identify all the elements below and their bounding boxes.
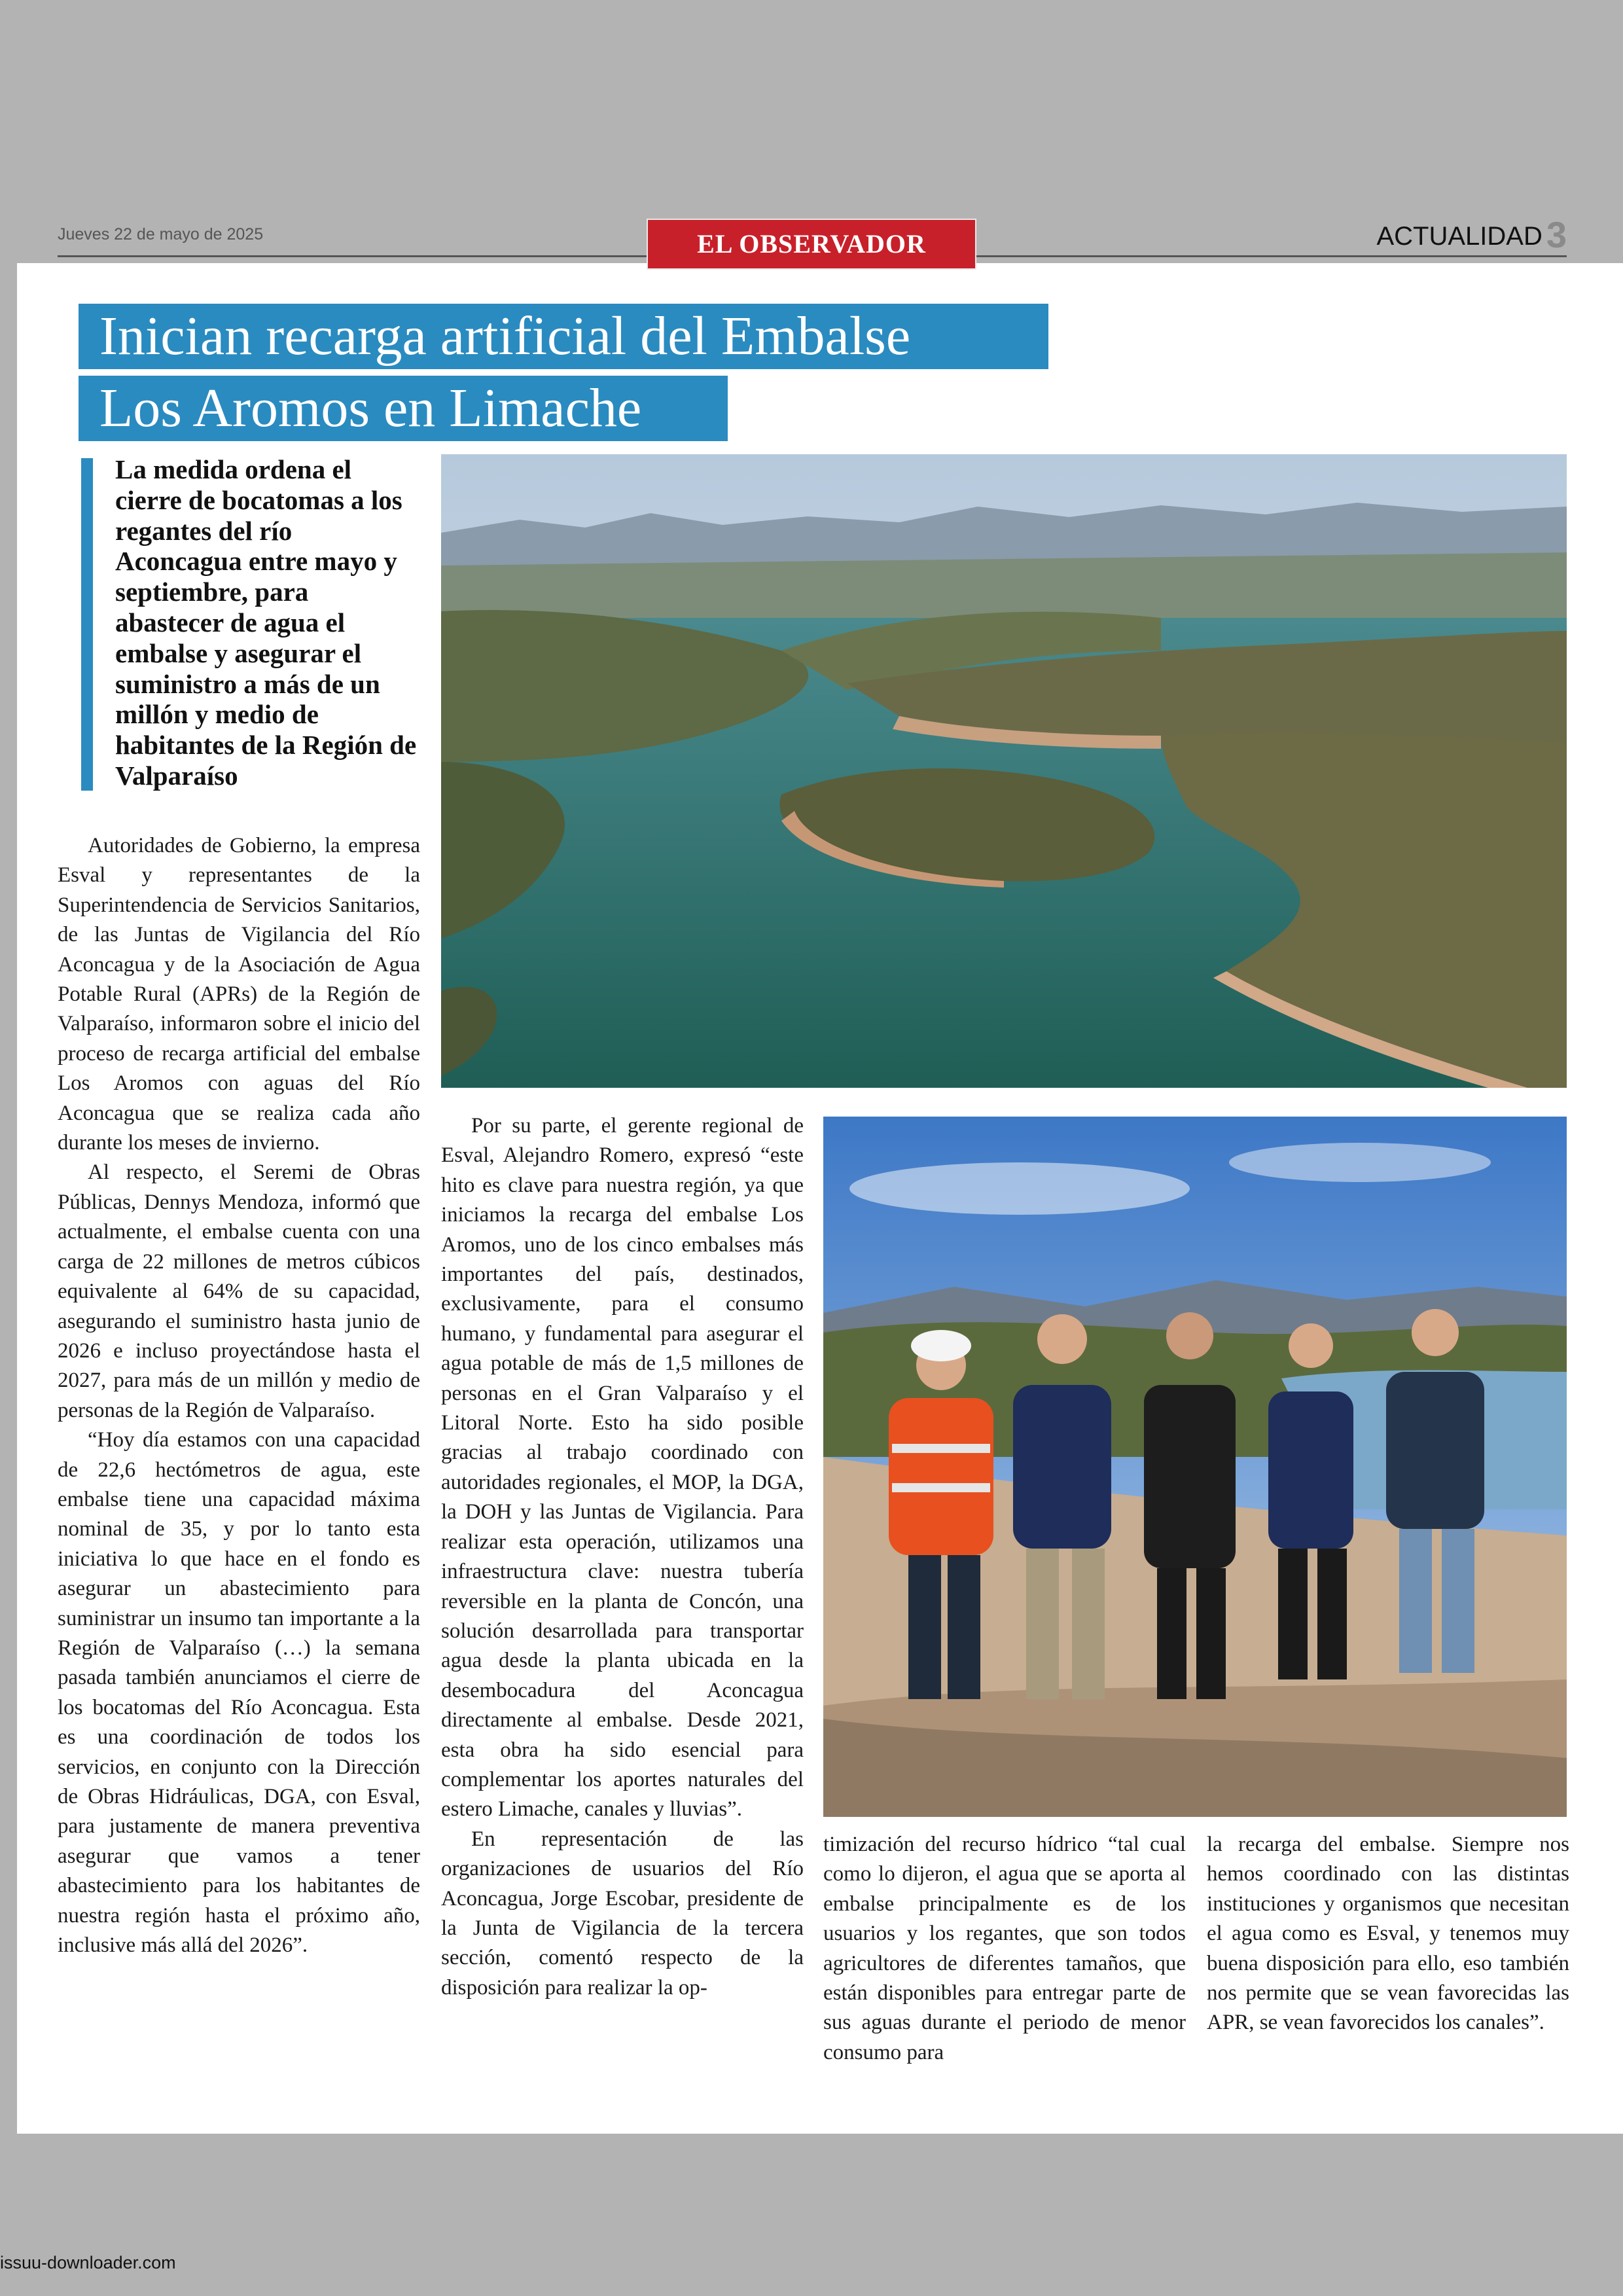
source-watermark: issuu-downloader.com (0, 2253, 176, 2272)
paragraph: Por su parte, el gerente regional de Esval, Alejandro Romero, expresó “este hito es clave para nuestra región, ya que iniciamos la recarga del embalse Los Aromos, uno de los cinco embalses más importantes del país, destinados, exclusivamente, para el consumo humano, y fundamental para asegurar el agua potable de más de 1,5 millones de personas en el Gran Valparaíso y el Litoral Norte. Esto ha sido posible gracias al trabajo coordinado con autoridades regionales, el MOP, la DGA, la DOH y las Juntas de Vigilancia. Para realizar esta operación, utilizamos una infraestructura clave: nuestra tubería reversible en la planta de Concón, una solución desarrollada para transportar agua desde la planta ubicada en la desembocadura del Aconcagua directamente al embalse. Desde 2021, esta obra ha sido esencial para complementar los aportes naturales del estero Limache, canales y lluvias”. (441, 1114, 804, 1821)
section-label (1376, 213, 1567, 256)
article-column-4 (1207, 1830, 1569, 2038)
paragraph: Autoridades de Gobierno, la empresa Esval y representantes de la Superintendencia de Servicios Sanitarios, de las Juntas de Vigilancia del Río Aconcagua y de la Asociación de Agua Potable Rural (APRs) de la Región de Valparaíso, informaron sobre el inicio del proceso de recarga artificial del embalse Los Aromos con aguas del Río Aconcagua que se realiza cada año durante los meses de invierno. (58, 834, 420, 1155)
officials-group-photo (823, 1117, 1567, 1817)
section-name: ACTUALIDAD (1376, 222, 1543, 251)
article-column-1 (58, 831, 420, 1960)
paragraph: timización del recurso hídrico “tal cual como lo dijeron, el agua que se aporta al embalse principalmente es de los usuarios y los regantes, que son todos agricultores de diferentes tamaños, que están disponibles para entregar parte de sus aguas durante el periodo de menor consumo para (823, 1833, 1186, 2064)
article-column-3 (823, 1830, 1186, 2068)
article-column-2 (441, 1111, 804, 2003)
article-deck: La medida ordena el cierre de bocatomas a los regantes del río Aconcagua entre mayo y septiembre, para abastecer de agua el embalse y asegurar el suministro a más de un millón y medio de habitantes de la Región de Valparaíso (115, 454, 417, 791)
reservoir-aerial-photo (441, 454, 1567, 1088)
paragraph: la recarga del embalse. Siempre nos hemos coordinado con las distintas instituciones y organismos que necesitan el agua como es Esval, y tenemos muy buena disposición para ello, eso también nos permite que se vean favorecidas las APR, se vean favorecidos los canales”. (1207, 1833, 1569, 2035)
headline-line-2: Los Aromos en Limache (79, 376, 728, 441)
issue-date: Jueves 22 de mayo de 2025 (58, 225, 264, 243)
deck-accent-bar (81, 458, 93, 791)
page-number: 3 (1546, 214, 1567, 255)
headline-line-1: Inician recarga artificial del Embalse (79, 304, 1048, 369)
paragraph: Al respecto, el Seremi de Obras Públicas, Dennys Mendoza, informó que actualmente, el embalse cuenta con una carga de 22 millones de metros cúbicos equivalente al 64% de su capacidad, asegurando el suministro hasta junio de 2026 e incluso proyectándose hasta el 2027, para más de un millón y medio de personas de la Región de Valparaíso. (58, 1160, 420, 1422)
bottom-background (0, 2134, 1623, 2296)
paragraph: “Hoy día estamos con una capacidad de 22,6 hectómetros de agua, este embalse tiene una capacidad máxima nominal de 35, y por lo tanto esta iniciativa lo que hace en el fondo es asegurar un abastecimiento para suministrar un insumo tan importante a la Región de Valparaíso (…) la semana pasada también anunciamos el cierre de los bocatomas del Río Aconcagua. Esta es una coordinación de todos los servicios, en conjunto con la Dirección de Obras Hidráulicas, DGA, con Esval, para justamente de manera preventiva asegurar que vamos a tener abastecimiento para los habitantes de nuestra región hasta el próximo año, inclusive más allá del 2026”. (58, 1428, 420, 1958)
paragraph: En representación de las organizaciones de usuarios del Río Aconcagua, Jorge Escobar, presidente de la Junta de Vigilancia de la tercera sección, comentó respecto de la disposición para realizar la op- (441, 1827, 804, 2000)
masthead-logo: EL OBSERVADOR (647, 219, 976, 270)
